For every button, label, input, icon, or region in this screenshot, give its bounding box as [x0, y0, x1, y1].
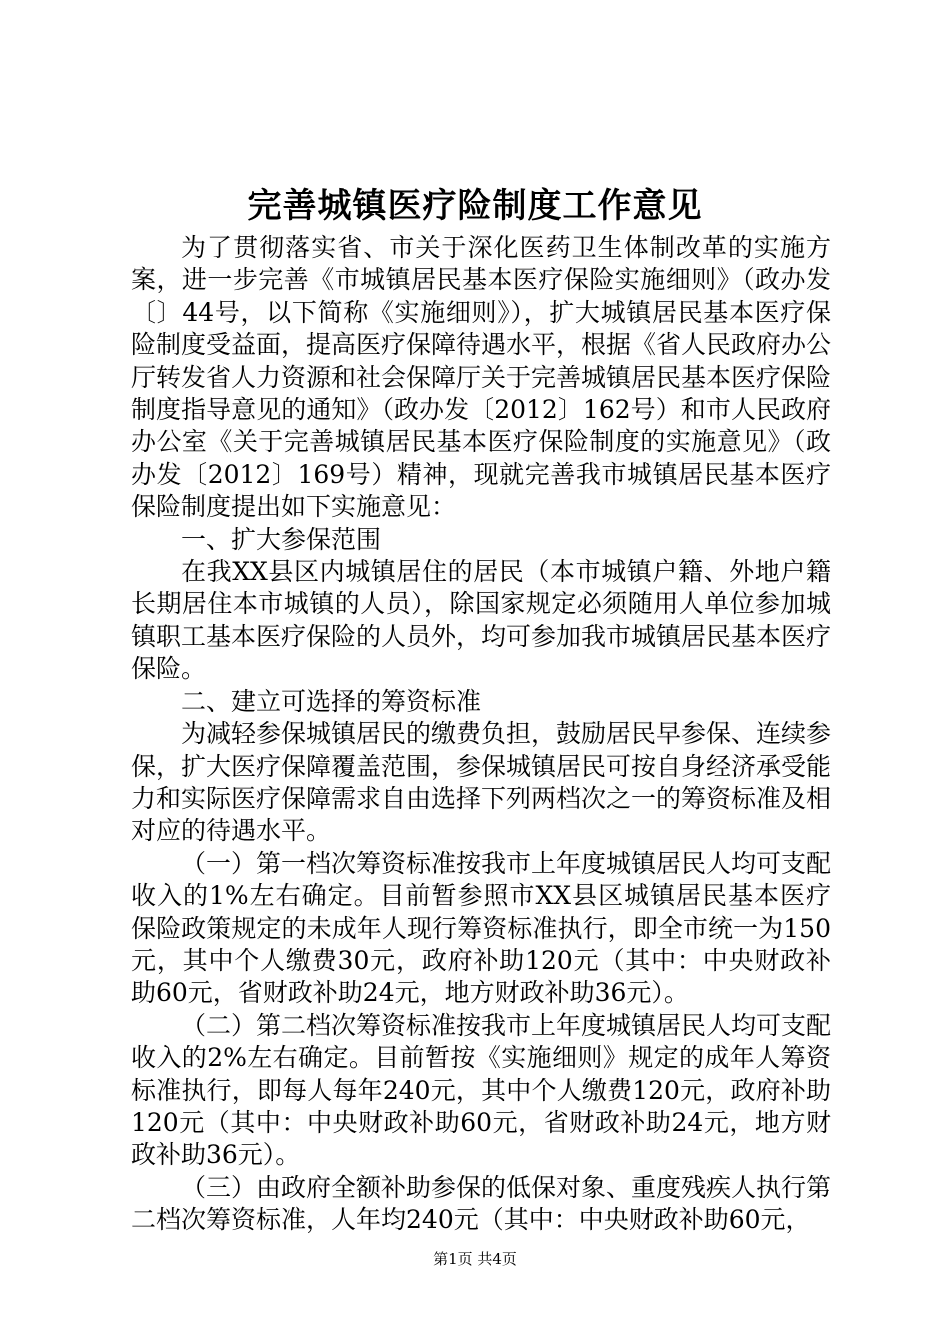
paragraph-tier-2: （二）第二档次筹资标准按我市上年度城镇居民人均可支配收入的2%左右确定。目前暂按《实施细则》规定的成年人筹资标准执行，即每人每年240元，其中个人缴费120元，政府补助120元（其中：中央财政补助60元，省财政补助24元，地方财政补助36元）。	[131, 1010, 832, 1170]
paragraph-scope: 在我XX县区内城镇居住的居民（本市城镇户籍、外地户籍长期居住本市城镇的人员），除国家规定必须随用人单位参加城镇职工基本医疗保险的人员外，均可参加我市城镇居民基本医疗保险。	[131, 557, 832, 684]
paragraph-funding: 为减轻参保城镇居民的缴费负担，鼓励居民早参保、连续参保，扩大医疗保障覆盖范围，参保城镇居民可按自身经济承受能力和实际医疗保障需求自由选择下列两档次之一的筹资标准及相对应的待遇水平。	[131, 719, 832, 846]
page-footer: 第1页 共4页	[433, 1250, 517, 1268]
paragraph-tier-1: （一）第一档次筹资标准按我市上年度城镇居民人均可支配收入的1%左右确定。目前暂参照市XX县区城镇居民基本医疗保险政策规定的未成年人现行筹资标准执行，即全市统一为150元，其中个人缴费30元，政府补助120元（其中：中央财政补助60元，省财政补助24元，地方财政补助36元）。	[131, 848, 832, 1008]
paragraph-tier-3: （三）由政府全额补助参保的低保对象、重度残疾人执行第二档次筹资标准，人年均240元（其中：中央财政补助60元，	[131, 1172, 832, 1235]
document-title: 完善城镇医疗险制度工作意见	[247, 186, 703, 226]
section-heading-1: 一、扩大参保范围	[181, 524, 382, 554]
document-body	[131, 232, 831, 1237]
paragraph-intro: 为了贯彻落实省、市关于深化医药卫生体制改革的实施方案，进一步完善《市城镇居民基本医疗保险实施细则》（政办发〔〕44号，以下简称《实施细则》），扩大城镇居民基本医疗保险制度受益面，提高医疗保障待遇水平，根据《省人民政府办公厅转发省人力资源和社会保障厅关于完善城镇居民基本医疗保险制度指导意见的通知》（政办发〔2012〕162号）和市人民政府办公室《关于完善城镇居民基本医疗保险制度的实施意见》（政办发〔2012〕169号）精神，现就完善我市城镇居民基本医疗保险制度提出如下实施意见：	[131, 233, 832, 522]
section-heading-2: 二、建立可选择的筹资标准	[181, 686, 482, 716]
